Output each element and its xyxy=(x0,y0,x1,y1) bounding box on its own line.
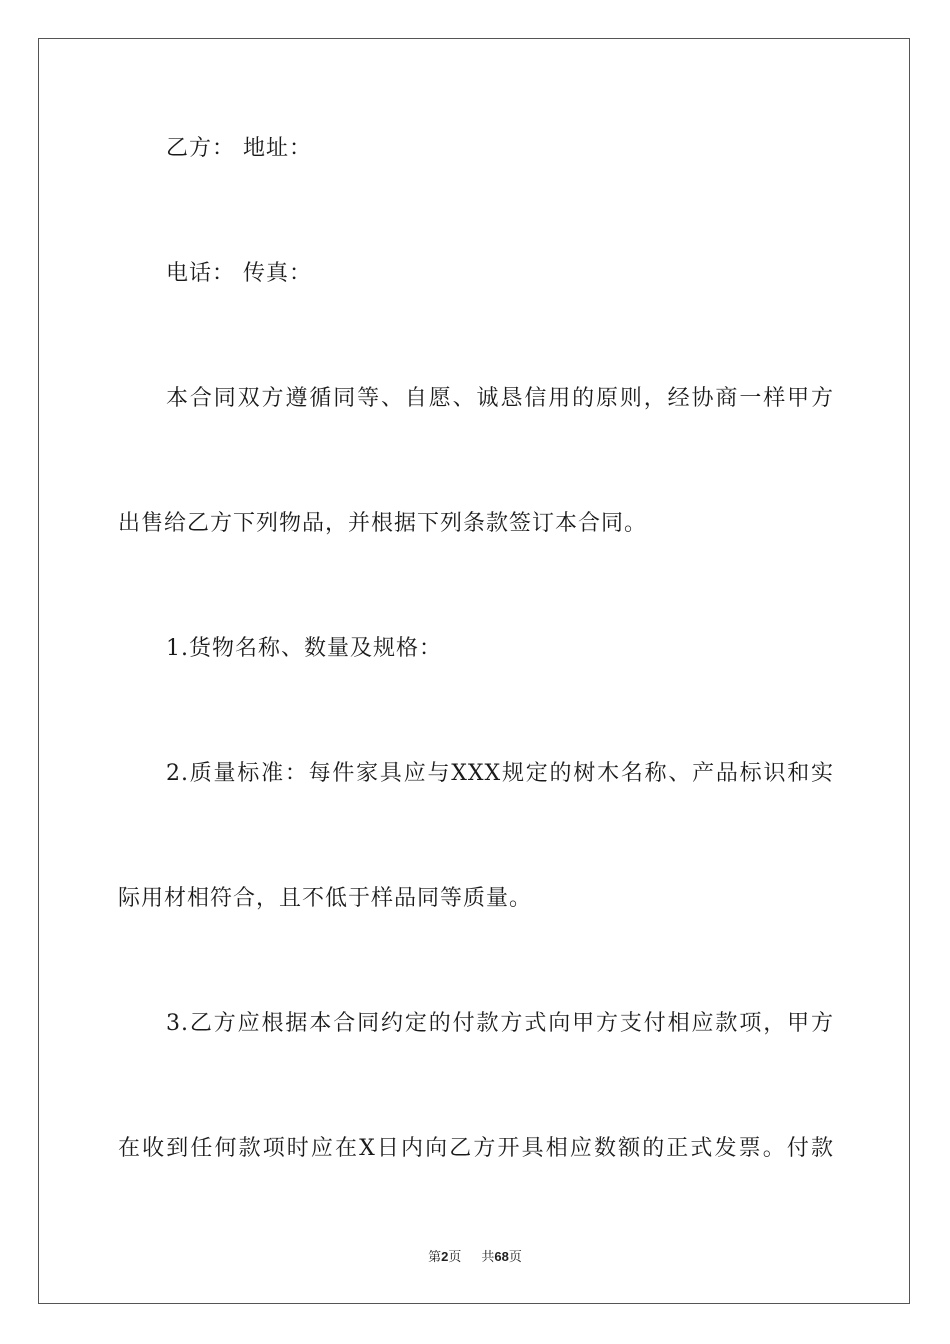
page-number: 2 xyxy=(441,1249,449,1264)
paragraph-intro-line-1: 本合同双方遵循同等、自愿、诚恳信用的原则，经协商一样甲方 xyxy=(166,386,834,411)
clause-2-line-1: 2.质量标准：每件家具应与XXX规定的树木名称、产品标识和实 xyxy=(166,761,834,786)
total-suffix: 页 xyxy=(508,1250,522,1265)
clause-1-line: 1.货物名称、数量及规格： xyxy=(166,636,442,661)
page-footer xyxy=(0,1248,950,1267)
clause-2-line-2: 际用材相符合，且不低于样品同等质量。 xyxy=(118,886,533,911)
party-b-address-line: 乙方： 地址： xyxy=(166,136,312,161)
paragraph-intro-line-2: 出售给乙方下列物品，并根据下列条款签订本合同。 xyxy=(118,511,648,536)
phone-fax-line: 电话： 传真： xyxy=(166,261,312,286)
clause-3-line-1: 3.乙方应根据本合同约定的付款方式向甲方支付相应款项，甲方 xyxy=(166,1011,834,1036)
page-suffix: 页 xyxy=(448,1250,462,1265)
page-border xyxy=(38,38,910,1304)
total-prefix: 共 xyxy=(481,1250,495,1265)
clause-3-line-2: 在收到任何款项时应在X日内向乙方开具相应数额的正式发票。付款 xyxy=(118,1136,834,1161)
total-pages: 68 xyxy=(494,1249,509,1264)
page-prefix: 第 xyxy=(428,1250,442,1265)
